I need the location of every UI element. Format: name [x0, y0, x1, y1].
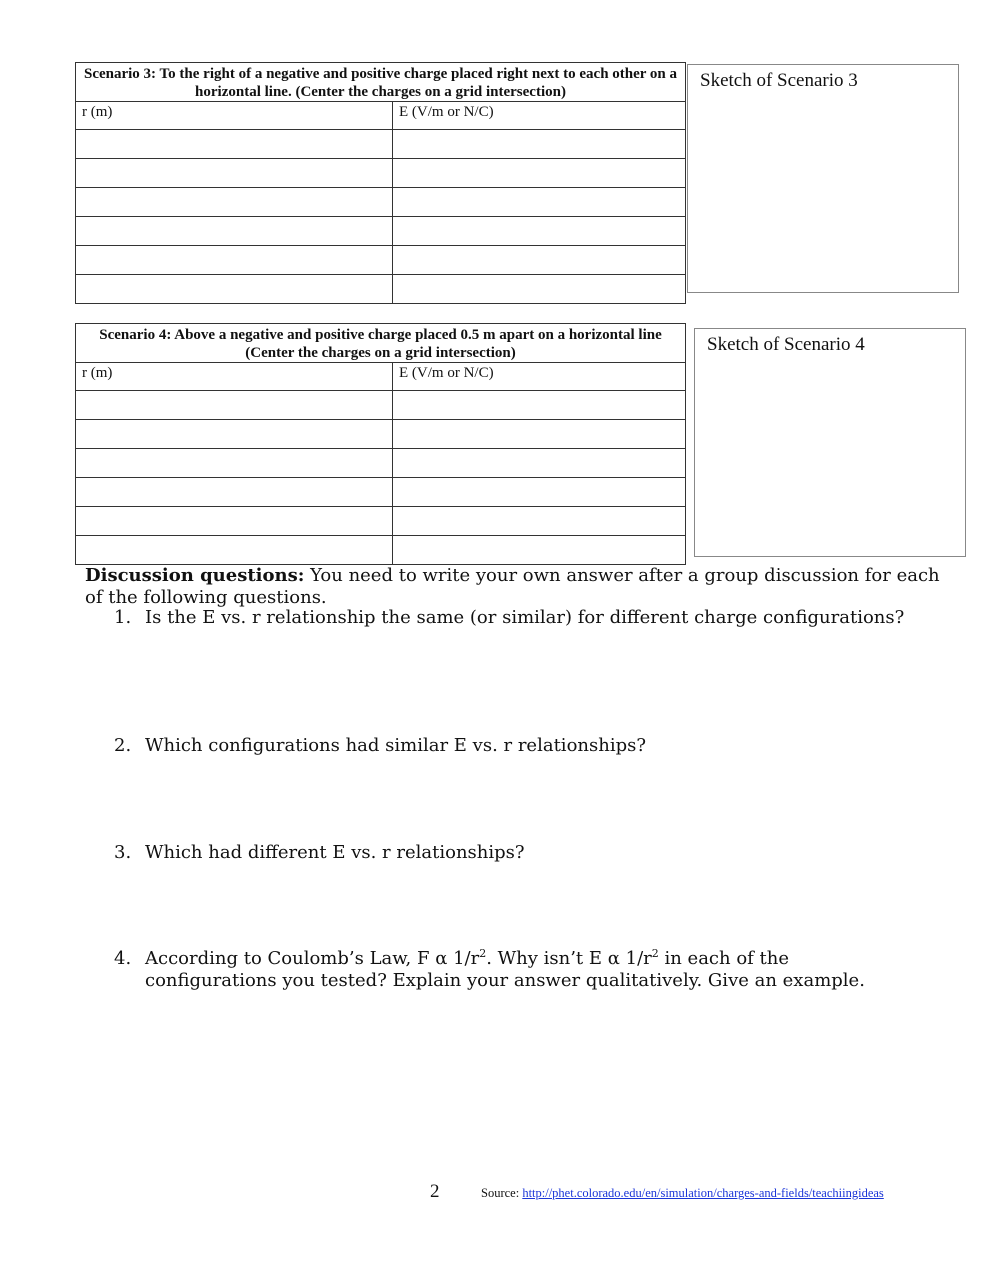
r-cell[interactable] [76, 420, 393, 449]
column-header-row [76, 363, 686, 391]
question-text-part: . Why isn’t E α 1/r [486, 948, 652, 969]
sketch-scenario-4-box[interactable] [694, 328, 966, 557]
table-row [76, 478, 686, 507]
r-cell[interactable] [76, 478, 393, 507]
table-row [76, 159, 686, 188]
r-cell[interactable] [76, 130, 393, 159]
col-r-header: r (m) [76, 102, 393, 130]
table-row [76, 507, 686, 536]
question-number: 2. [114, 735, 132, 756]
e-cell[interactable] [393, 217, 686, 246]
question-text: Which configurations had similar E vs. r relationships? [145, 735, 646, 756]
scenario-3-title: Scenario 3: To the right of a negative and positive charge placed right next to each other on a horizontal line. (Center the charges on a grid intersection) [76, 63, 686, 102]
table-row [76, 536, 686, 565]
table-row [76, 188, 686, 217]
col-e-header: E (V/m or N/C) [393, 102, 686, 130]
table-header-row [76, 324, 686, 363]
col-r-header: r (m) [76, 363, 393, 391]
e-cell[interactable] [393, 391, 686, 420]
r-cell[interactable] [76, 217, 393, 246]
e-cell[interactable] [393, 246, 686, 275]
table-row [76, 246, 686, 275]
question-text [145, 948, 915, 991]
superscript: 2 [479, 947, 487, 960]
discussion-intro [85, 565, 945, 608]
r-cell[interactable] [76, 391, 393, 420]
question-text: Is the E vs. r relationship the same (or similar) for different charge configurations? [145, 607, 905, 628]
question-text-part: According to Coulomb’s Law, F α 1/r [145, 948, 480, 969]
page-number: 2 [430, 1181, 440, 1202]
source-link[interactable]: http://phet.colorado.edu/en/simulation/charges-and-fields/teachiingideas [522, 1186, 884, 1200]
r-cell[interactable] [76, 275, 393, 304]
e-cell[interactable] [393, 130, 686, 159]
e-cell[interactable] [393, 507, 686, 536]
e-cell[interactable] [393, 188, 686, 217]
sketch-scenario-4-label: Sketch of Scenario 4 [707, 334, 865, 355]
e-cell[interactable] [393, 275, 686, 304]
scenario-3-table [75, 62, 686, 304]
question-number: 1. [114, 607, 132, 628]
e-cell[interactable] [393, 159, 686, 188]
question-text: Which had different E vs. r relationships? [145, 842, 525, 863]
r-cell[interactable] [76, 507, 393, 536]
scenario-4-title: Scenario 4: Above a negative and positive charge placed 0.5 m apart on a horizontal line (Center the charges on a grid intersection) [76, 324, 686, 363]
table-row [76, 449, 686, 478]
scenario-4-table [75, 323, 686, 565]
question-text-part: in each of the configurations you tested? Explain your answer qualitatively. Give an example. [145, 948, 865, 991]
source-label: Source: [481, 1186, 523, 1200]
sketch-scenario-3-label: Sketch of Scenario 3 [700, 70, 858, 91]
table-header-row [76, 63, 686, 102]
e-cell[interactable] [393, 536, 686, 565]
table-row [76, 130, 686, 159]
table-row [76, 275, 686, 304]
source-line [481, 1186, 884, 1201]
sketch-scenario-3-box[interactable] [687, 64, 959, 293]
r-cell[interactable] [76, 159, 393, 188]
column-header-row [76, 102, 686, 130]
e-cell[interactable] [393, 449, 686, 478]
discussion-intro-text: You need to write your own answer after a group discussion for each of the following questions. [85, 565, 940, 608]
e-cell[interactable] [393, 478, 686, 507]
table-row [76, 217, 686, 246]
question-number: 3. [114, 842, 132, 863]
table-row [76, 420, 686, 449]
col-e-header: E (V/m or N/C) [393, 363, 686, 391]
r-cell[interactable] [76, 246, 393, 275]
e-cell[interactable] [393, 420, 686, 449]
r-cell[interactable] [76, 449, 393, 478]
table-row [76, 391, 686, 420]
r-cell[interactable] [76, 536, 393, 565]
discussion-heading: Discussion questions: [85, 565, 305, 586]
r-cell[interactable] [76, 188, 393, 217]
superscript: 2 [651, 947, 659, 960]
question-number: 4. [114, 948, 132, 969]
